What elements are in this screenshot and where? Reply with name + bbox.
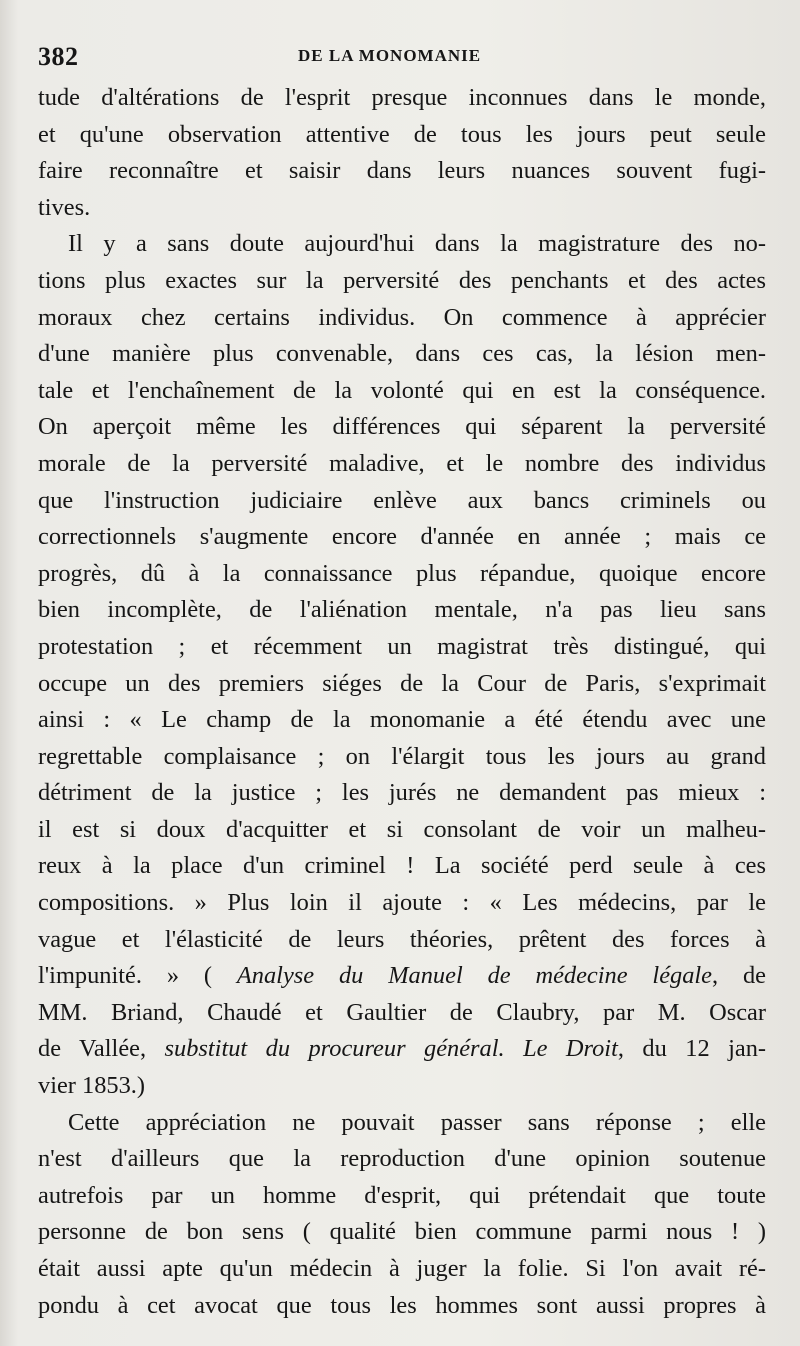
italic-citation: substitut du procureur général. — [164, 1035, 505, 1063]
text-line: tude d'altérations de l'esprit presque inconnues dans le monde, — [38, 84, 766, 111]
text-line: vier 1853.) — [38, 1072, 146, 1100]
text-line: et qu'une observation attentive de tous les jours peut seule — [38, 120, 766, 148]
text-line: était aussi apte qu'un médecin à juger la folie. Si l'on avait ré- — [38, 1255, 766, 1282]
text-line: autrefois par un homme d'esprit, qui prétendait que toute — [38, 1181, 766, 1209]
text-line: reux à la place d'un criminel ! La société perd seule à ces — [38, 852, 766, 880]
text-line: ainsi : « Le champ de la monomanie a été étendu avec une — [38, 706, 766, 734]
text-line: protestation ; et récemment un magistrat très distingué, qui — [38, 632, 766, 660]
text-line: de Vallée, substitut du procureur général. Le Droit, du 12 jan- — [38, 1035, 767, 1063]
text-line: MM. Briand, Chaudé et Gaultier de Claubry, par M. Oscar — [38, 998, 766, 1026]
text-line: n'est d'ailleurs que la reproduction d'une opinion soutenue — [38, 1145, 766, 1173]
text-line: l'impunité. » ( Analyse du Manuel de médecine légale, de — [38, 962, 766, 990]
text-line: Il y a sans doute aujourd'hui dans la magistrature des no- — [68, 230, 766, 258]
text-line: pondu à cet avocat que tous les hommes sont aussi propres à — [38, 1291, 766, 1319]
text-line: personne de bon sens ( qualité bien commune parmi nous ! ) — [38, 1218, 766, 1246]
text-line: progrès, dû à la connaissance plus répandue, quoique encore — [38, 559, 766, 587]
text-line: que l'instruction judiciaire enlève aux bancs criminels ou — [38, 486, 766, 514]
page-header — [38, 40, 768, 76]
text-line: détriment de la justice ; les jurés ne demandent pas mieux : — [38, 779, 766, 807]
text-line: vague et l'élasticité de leurs théories, prêtent des forces à — [38, 925, 766, 953]
text-line: d'une manière plus convenable, dans ces cas, la lésion men- — [38, 340, 766, 368]
text-line: On aperçoit même les différences qui séparent la perversité — [38, 413, 766, 441]
text-line: tale et l'enchaînement de la volonté qui en est la conséquence. — [38, 376, 766, 404]
text-line: faire reconnaître et saisir dans leurs nuances souvent fugi- — [38, 157, 766, 185]
text-line: tives. — [38, 193, 91, 221]
text-line: moraux chez certains individus. On commence à apprécier — [38, 303, 766, 331]
italic-citation: Analyse du Manuel de médecine légale — [236, 962, 713, 990]
text-line: morale de la perversité maladive, et le nombre des individus — [38, 449, 766, 477]
running-title: DE LA MONOMANIE — [298, 46, 482, 65]
text-line: compositions. » Plus loin il ajoute : « Les médecins, par le — [38, 889, 766, 917]
text-line: bien incomplète, de l'aliénation mentale, n'a pas lieu sans — [38, 596, 766, 624]
page-number: 382 — [38, 42, 79, 71]
text-line: regrettable complaisance ; on l'élargit tous les jours au grand — [38, 742, 766, 770]
body-text — [38, 80, 766, 1324]
text-line: correctionnels s'augmente encore d'année en année ; mais ce — [38, 523, 766, 551]
italic-citation: Le Droit — [523, 1035, 618, 1063]
text-line: Cette appréciation ne pouvait passer sans réponse ; elle — [68, 1108, 766, 1136]
text-line: occupe un des premiers siéges de la Cour de Paris, s'exprimait — [38, 669, 766, 697]
text-line: il est si doux d'acquitter et si consolant de voir un malheu- — [38, 815, 766, 843]
text-line: tions plus exactes sur la perversité des penchants et des actes — [38, 266, 766, 294]
